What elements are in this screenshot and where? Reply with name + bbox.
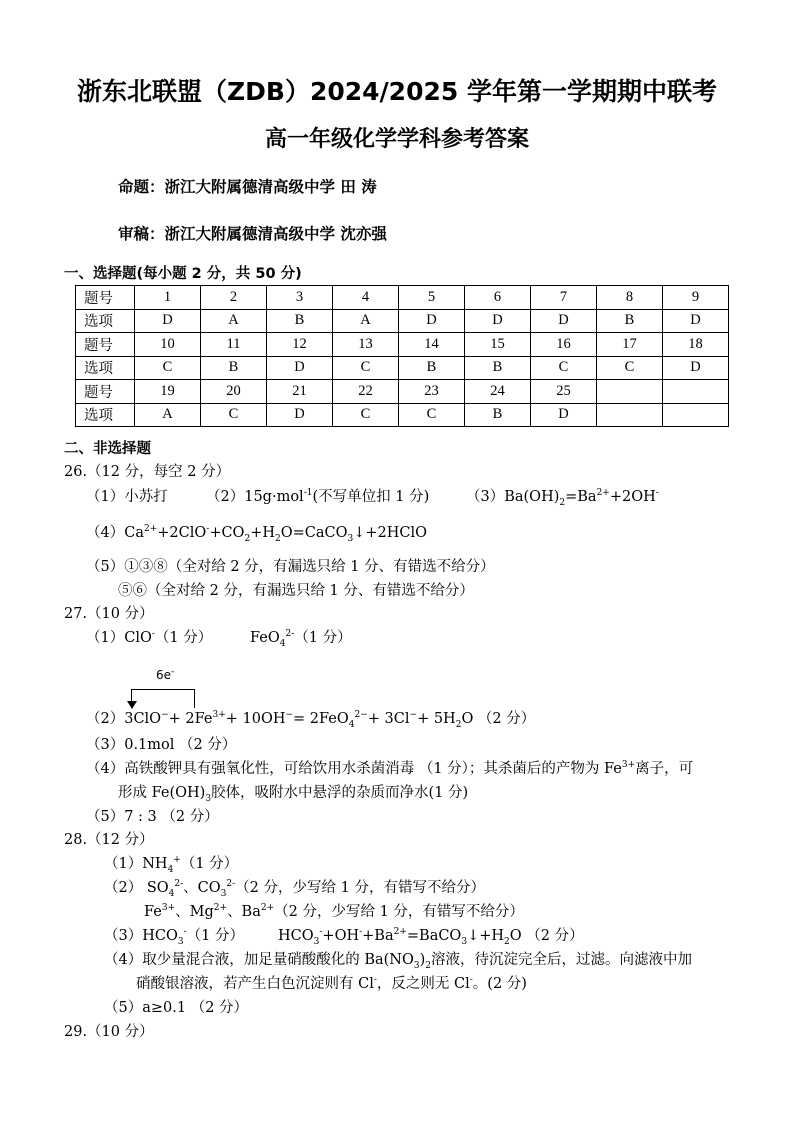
answer-cell: B: [201, 356, 267, 380]
q27-answer-1a: （1）ClO-（1 分）: [86, 629, 213, 646]
page-title: 浙东北联盟（ZDB）2024/2025 学年第一学期期中联考: [77, 77, 717, 106]
answer-cell: A: [333, 309, 399, 333]
q28-answer-4a: （4）取少量混合液，加足量硝酸酸化的 $Ba(NO_3)_2$溶液，待沉淀完全后，过滤。向滤液中加: [104, 952, 693, 971]
question-number-cell: 4: [333, 286, 399, 310]
answer-cell: C: [399, 403, 465, 427]
q26-answer-5a: （5）①③⑧（全对给 2 分，有漏选只给 1 分、有错选不给分）: [86, 559, 495, 575]
question-number-cell: 13: [333, 333, 399, 357]
question-number-cell: 19: [135, 380, 201, 404]
q26-answer-2: （2）15g·mol$^{-1}$(不写单位扣 1 分): [206, 488, 430, 505]
answer-cell: D: [531, 309, 597, 333]
q27-heading: 27.（10 分）: [64, 606, 154, 622]
question-number-cell: 11: [201, 333, 267, 357]
q28-answer-5: （5）a≥0.1 （2 分）: [104, 1000, 249, 1016]
answer-cell: D: [267, 356, 333, 380]
question-number-cell: [663, 380, 729, 404]
electron-transfer-bracket: [131, 689, 195, 708]
table-row: [76, 403, 729, 427]
table-row: [76, 286, 729, 310]
question-number-cell: 3: [267, 286, 333, 310]
answer-cell: C: [333, 356, 399, 380]
table-row: [76, 356, 729, 380]
q28-answer-4b: 硝酸银溶液，若产生白色沉淀则有 Cl-，反之则无 Cl-。(2 分): [136, 975, 527, 992]
table-row: [76, 309, 729, 333]
answer-cell: B: [597, 309, 663, 333]
question-number-cell: 12: [267, 333, 333, 357]
question-number-cell: 21: [267, 380, 333, 404]
answer-cell: D: [663, 356, 729, 380]
answer-cell: D: [399, 309, 465, 333]
q26-answer-1: （1）小苏打: [86, 489, 168, 505]
question-number-cell: 16: [531, 333, 597, 357]
question-number-label: 题号: [76, 380, 135, 404]
reviewer-line: 审稿：浙江大附属德清高级中学 沈亦强: [118, 225, 387, 243]
q26-answer-3: $(3)Ba(OH)_2=Ba^{2+}+2OH^-$: [466, 488, 659, 508]
question-number-cell: 10: [135, 333, 201, 357]
q26-answer-5b: ⑤⑥（全对给 2 分，有漏选只给 1 分、有错选不给分）: [118, 583, 474, 599]
question-number-label: 题号: [76, 333, 135, 357]
answer-cell: D: [135, 309, 201, 333]
author-line: 命题：浙江大附属德清高级中学 田 涛: [118, 178, 377, 196]
answer-cell: D: [465, 309, 531, 333]
answer-label: 选项: [76, 309, 135, 333]
answer-cell: B: [465, 356, 531, 380]
section1-heading: 一、选择题(每小题 2 分，共 50 分): [64, 266, 302, 282]
answer-cell: B: [465, 403, 531, 427]
question-number-cell: 17: [597, 333, 663, 357]
q26-answer-4: $(4)Ca^{2+}+2ClO^-+CO_2+H_2O=CaCO_3↓+2HClO$: [86, 524, 428, 544]
answer-cell: C: [135, 356, 201, 380]
q27-answer-2: $(2)3ClO^-+ 2Fe^{3+}+ 10OH^-= 2FeO_4^{2-}+ 3Cl^-+ 5H_2O$ （2 分）: [86, 710, 536, 730]
q28-answer-1: $(1)NH_4^+(1$ 分）: [104, 855, 239, 875]
q28-answer-3b: $HCO_3^-+OH^-+Ba^{2+}=BaCO_3↓+H_2O$ （2 分）: [278, 927, 584, 947]
answer-cell: [663, 403, 729, 427]
answer-cell: A: [201, 309, 267, 333]
question-number-cell: 24: [465, 380, 531, 404]
table-row: [76, 333, 729, 357]
answer-cell: [597, 403, 663, 427]
q28-answer-2b: $Fe^{3+}$、$Mg^{2+}$、$Ba^{2+}(2$ 分，少写给 1 分，有错写不给分）: [144, 903, 524, 920]
answer-cell: D: [531, 403, 597, 427]
answer-label: 选项: [76, 403, 135, 427]
table-row: [76, 380, 729, 404]
question-number-cell: 20: [201, 380, 267, 404]
question-number-cell: 23: [399, 380, 465, 404]
question-number-cell: 8: [597, 286, 663, 310]
question-number-cell: 5: [399, 286, 465, 310]
question-number-cell: 22: [333, 380, 399, 404]
question-number-cell: 7: [531, 286, 597, 310]
question-number-cell: 15: [465, 333, 531, 357]
answer-cell: C: [201, 403, 267, 427]
q27-answer-1b: FeO$_4^{2-}$（1 分）: [250, 629, 352, 649]
answer-cell: B: [267, 309, 333, 333]
answer-cell: C: [531, 356, 597, 380]
question-number-cell: 14: [399, 333, 465, 357]
q28-heading: 28.（12 分）: [64, 832, 154, 848]
answer-cell: A: [135, 403, 201, 427]
answer-cell: C: [333, 403, 399, 427]
answer-cell: C: [597, 356, 663, 380]
q27-answer-4b: 形成 $Fe(OH)_3$胶体，吸附水中悬浮的杂质而净水(1 分): [118, 785, 469, 804]
question-number-cell: 6: [465, 286, 531, 310]
question-number-cell: 2: [201, 286, 267, 310]
q28-answer-3a: $(3)HCO_3^-(1$ 分）: [104, 927, 244, 947]
question-number-label: 题号: [76, 286, 135, 310]
question-number-cell: 1: [135, 286, 201, 310]
page-subtitle: 高一年级化学学科参考答案: [264, 127, 529, 152]
question-number-cell: 18: [663, 333, 729, 357]
q26-heading: 26.（12 分，每空 2 分）: [64, 464, 231, 480]
answer-cell: D: [267, 403, 333, 427]
q27-answer-3: （3）0.1mol （2 分）: [86, 737, 237, 753]
electron-transfer-label: 6e-: [156, 667, 175, 682]
q27-answer-5: （5）7 : 3 （2 分）: [86, 809, 219, 825]
answer-cell: B: [399, 356, 465, 380]
section2-heading: 二、非选择题: [64, 441, 151, 457]
answer-label: 选项: [76, 356, 135, 380]
question-number-cell: 9: [663, 286, 729, 310]
answer-table: [75, 285, 729, 427]
question-number-cell: 25: [531, 380, 597, 404]
question-number-cell: [597, 380, 663, 404]
answer-cell: D: [663, 309, 729, 333]
q28-answer-2a: （2） $SO_4^{2-}$、$CO_3^{2-}(2$ 分，少写给 1 分，有错写不给分）: [104, 879, 485, 899]
q29-heading: 29.（10 分）: [64, 1024, 154, 1040]
q27-answer-4a: （4）高铁酸钾具有强氧化性，可给饮用水杀菌消毒 （1 分）；其杀菌后的产物为 $Fe^{3+}$离子，可: [86, 760, 694, 777]
